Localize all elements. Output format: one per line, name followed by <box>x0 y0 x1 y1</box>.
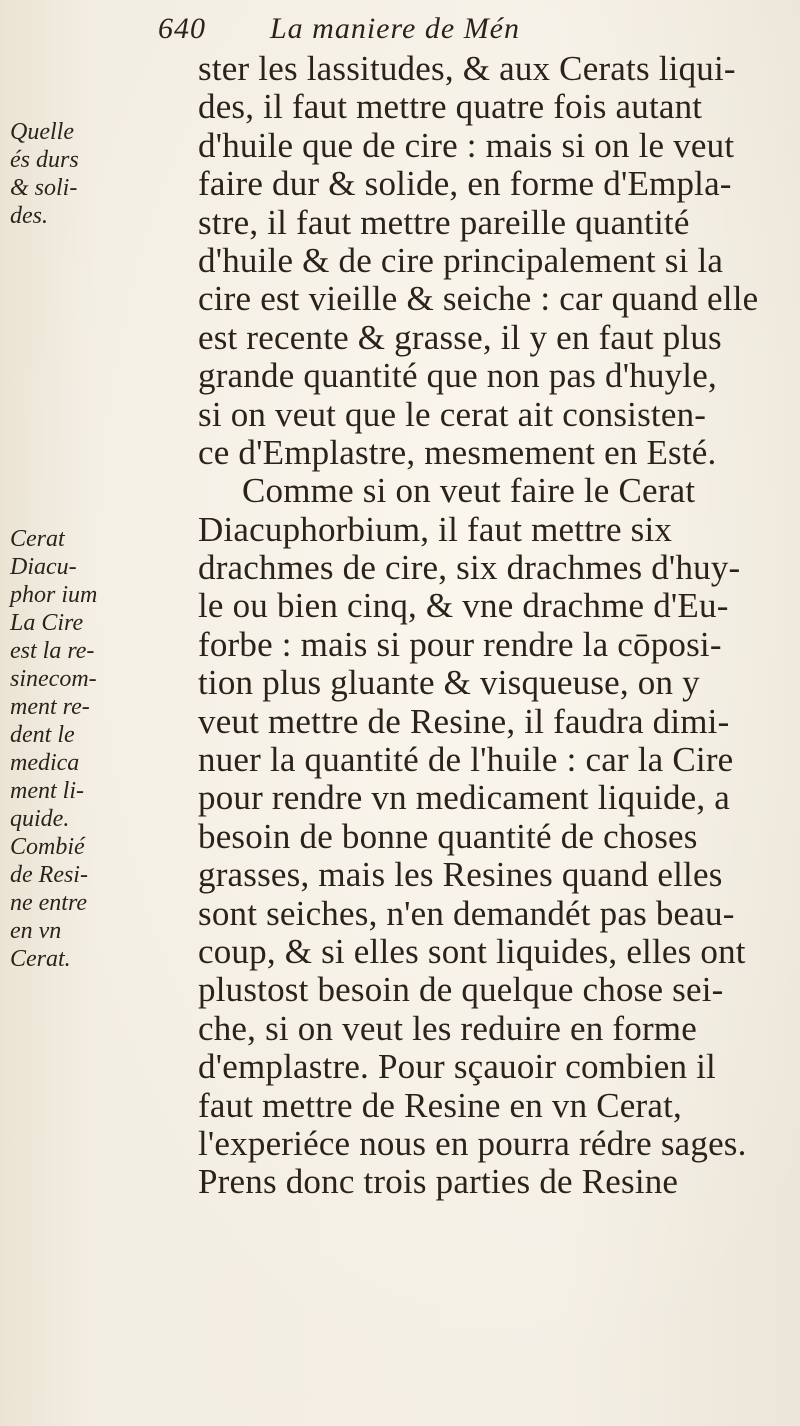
text-line: ce d'Emplastre, mesmement en Esté. <box>198 432 717 472</box>
margin-note-line: medica <box>10 750 80 776</box>
margin-note-line: sinecom- <box>10 666 97 692</box>
text-line: drachmes de cire, six drachmes d'huy- <box>198 548 741 588</box>
margin-note-1 <box>10 118 130 230</box>
margin-note-line: en vn <box>10 918 62 944</box>
text-line: coup, & si elles sont liquides, elles ont <box>198 931 746 971</box>
text-line: sont seiches, n'en demandét pas beau- <box>198 893 735 933</box>
text-line: pour rendre vn medicament liquide, a <box>198 778 731 818</box>
text-line: nuer la quantité de l'huile : car la Cire <box>198 740 734 780</box>
text-line: faut mettre de Resine en vn Cerat, <box>198 1085 682 1125</box>
text-line: cire est vieille & seiche : car quand elle <box>198 279 759 319</box>
page-header <box>140 0 780 56</box>
margin-note-line: ne entre <box>10 890 88 916</box>
text-line: Comme si on veut faire le Cerat <box>242 471 696 511</box>
text-line: stre, il faut mettre pareille quantité <box>198 202 690 242</box>
text-line: l'experiéce nous en pourra rédre sages. <box>198 1123 747 1163</box>
text-line: veut mettre de Resine, il faudra dimi- <box>198 701 730 741</box>
margin-note-line: ment li- <box>10 778 84 804</box>
text-line: Prens donc trois parties de Resine <box>198 1162 679 1202</box>
margin-note-line: ment re- <box>10 694 90 720</box>
text-line: le ou bien cinq, & vne drachme d'Eu- <box>198 586 729 626</box>
margin-note-line: des. <box>10 203 48 229</box>
margin-note-line: & soli- <box>10 175 78 201</box>
body-text <box>198 50 788 1202</box>
text-line: grasses, mais les Resines quand elles <box>198 855 723 895</box>
text-line: besoin de bonne quantité de choses <box>198 816 698 856</box>
margin-note-2 <box>10 525 130 973</box>
margin-note-line: Cerat. <box>10 946 71 972</box>
page-number: 640 <box>158 12 206 45</box>
text-line: si on veut que le cerat ait consisten- <box>198 394 707 434</box>
text-line: des, il faut mettre quatre fois autant <box>198 87 703 127</box>
margin-note-line: quide. <box>10 806 70 832</box>
text-line: faire dur & solide, en forme d'Empla- <box>198 164 732 204</box>
margin-note-line: Quelle <box>10 119 74 145</box>
text-line: ster les lassitudes, & aux Cerats liqui- <box>198 49 736 88</box>
margin-note-line: Combié <box>10 834 85 860</box>
margin-note-line: de Resi- <box>10 862 88 888</box>
margin-note-line: La Cire <box>10 610 84 636</box>
running-head: La maniere de Mén <box>270 12 520 45</box>
margin-note-line: dent le <box>10 722 75 748</box>
text-line: d'emplastre. Pour sçauoir combien il <box>198 1047 716 1087</box>
text-line: grande quantité que non pas d'huyle, <box>198 356 717 396</box>
text-line: est recente & grasse, il y en faut plus <box>198 317 722 357</box>
margin-note-line: Diacu- <box>10 554 77 580</box>
margin-note-line: est la re- <box>10 638 95 664</box>
text-line: d'huile & de cire principalement si la <box>198 240 724 280</box>
margin-note-line: és durs <box>10 147 79 173</box>
text-line: plustost besoin de quelque chose sei- <box>198 970 724 1010</box>
text-line: d'huile que de cire : mais si on le veut <box>198 125 735 165</box>
text-line: Diacuphorbium, il faut mettre six <box>198 509 673 549</box>
text-line: forbe : mais si pour rendre la cōposi- <box>198 624 722 664</box>
text-line: che, si on veut les reduire en forme <box>198 1008 697 1048</box>
margin-note-line: Cerat <box>10 526 65 552</box>
text-line: tion plus gluante & visqueuse, on y <box>198 663 700 703</box>
margin-note-line: phor ium <box>10 582 98 608</box>
